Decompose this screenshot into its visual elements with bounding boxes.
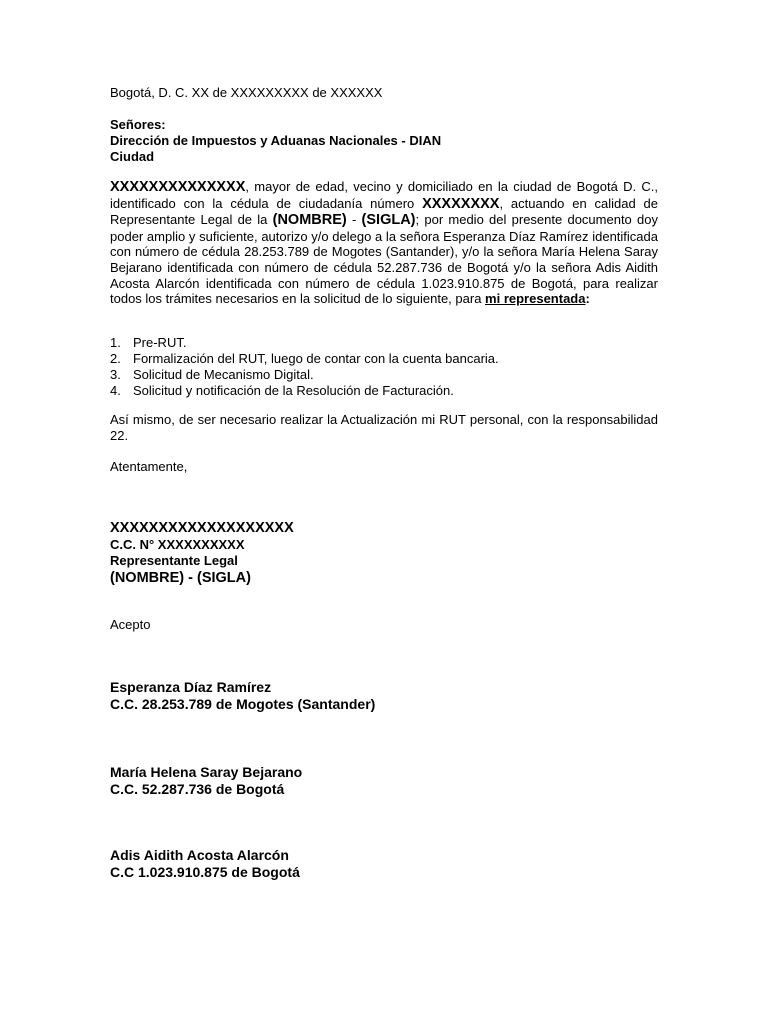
delegate-signature [110,847,658,881]
list-item [110,335,658,351]
list-item-number: 4. [110,383,121,398]
body-text-1: , mayor de edad, vecino y domiciliado en la ciudad de Bogotá D. C., identificado con la cédula de ciudadanía número [110,179,658,211]
addressee-block [110,117,658,165]
delegate-name: Esperanza Díaz Ramírez [110,679,272,695]
addressee-entity: Dirección de Impuestos y Aduanas Nacionales - DIAN [110,133,442,148]
list-item-number: 1. [110,335,121,350]
org-name: (NOMBRE) [272,212,347,229]
addressee-city: Ciudad [110,149,155,164]
signer-org-name: (NOMBRE) [110,570,185,586]
delegate-name: Adis Aidith Acosta Alarcón [110,847,289,863]
delegate-signature [110,764,658,798]
delegate-signature [110,679,658,713]
grantor-name: XXXXXXXXXXXXXX [110,179,246,195]
list-item [110,383,658,399]
signer-role: Representante Legal [110,553,238,568]
org-dash: - [346,212,362,228]
signature-block [110,520,658,587]
signer-name: XXXXXXXXXXXXXXXXXXX [110,520,294,536]
list-item [110,351,658,367]
org-sigla: (SIGLA) [361,212,416,229]
body-paragraph [110,179,658,307]
signer-org [110,569,658,587]
list-item-text: Solicitud y notificación de la Resolución de Facturación. [133,383,454,398]
delegate-name: María Helena Saray Bejarano [110,764,303,780]
delegate-cc: C.C 1.023.910.875 de Bogotá [110,864,300,880]
represented-underlined: mi representada [485,291,586,307]
signer-org-dash: - [184,570,197,586]
body-text-3: ; por medio del presente documento doy poder amplio y suficiente, autorizo y/o delego a la señora Esperanza Díaz Ramírez identificada con número de cédula 28.253.789 de Mogotes (Santander), y/o la señora María Helena Saray Bejarano identificada con número de cédula 52.287.736 de Bogotá y/o la señora Adis Aidith Acosta Alarcón identificada con número de cédula 1.023.910.875 de Bogotá, para realizar todos los trámites necesarios en la solicitud de lo siguiente, para [110,212,658,307]
farewell: Atentamente, [110,459,188,474]
procedures-list [110,335,658,399]
list-item-text: Formalización del RUT, luego de contar con la cuenta bancaria. [133,351,499,366]
body-text-2: , actuando en calidad de Representante Legal de la [110,195,658,228]
date-line: Bogotá, D. C. XX de XXXXXXXXX de XXXXXX [110,85,383,100]
list-item-number: 2. [110,351,121,366]
body-colon: : [585,291,590,307]
delegate-cc: C.C. 28.253.789 de Mogotes (Santander) [110,696,376,712]
addressee-salutation: Señores: [110,117,166,132]
accept-label: Acepto [110,617,151,632]
signer-org-sigla: (SIGLA) [197,570,251,586]
list-item [110,367,658,383]
closing-paragraph: Así mismo, de ser necesario realizar la Actualización mi RUT personal, con la responsabilidad 22. [110,412,658,443]
delegate-cc: C.C. 52.287.736 de Bogotá [110,781,285,797]
signer-cc: C.C. N° XXXXXXXXXX [110,537,245,552]
grantor-id-number: XXXXXXXX [422,195,500,212]
list-item-number: 3. [110,367,121,382]
list-item-text: Pre-RUT. [133,335,187,350]
list-item-text: Solicitud de Mecanismo Digital. [133,367,314,382]
